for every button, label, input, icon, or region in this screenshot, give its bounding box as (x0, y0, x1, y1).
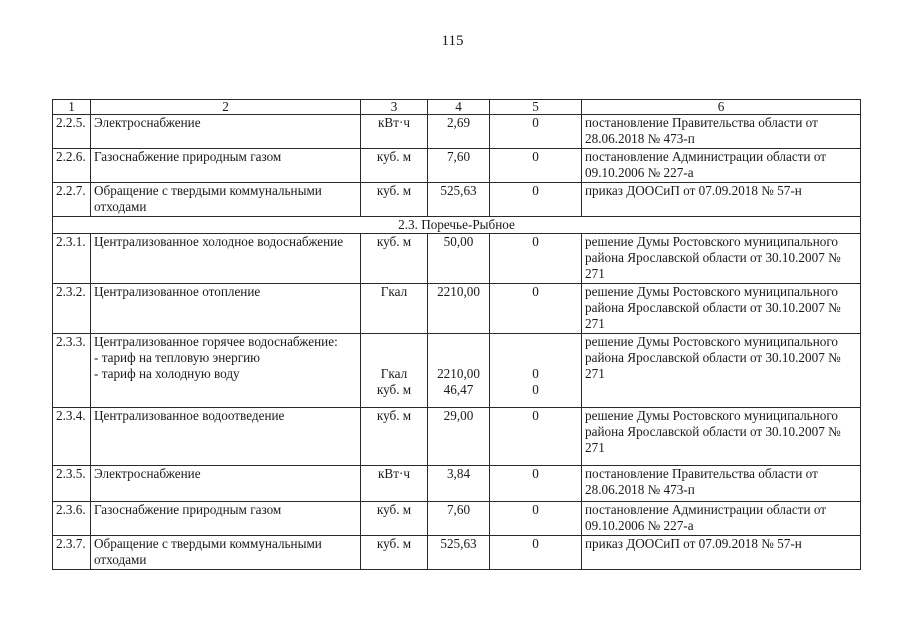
document-cell: постановление Правительства области от 28.06.2018 № 473-п (582, 466, 861, 502)
table-header-row (53, 100, 861, 115)
tariff-cell (428, 334, 490, 408)
service-title: Централизованное горячее водоснабжение: (94, 334, 338, 349)
tariff-cell: 2210,00 (428, 284, 490, 334)
service-name: Обращение с твердыми коммунальными отходами (91, 183, 361, 217)
tariff-cell: 2,69 (428, 115, 490, 149)
column-header: 2 (91, 100, 361, 115)
value-cell: 0 (490, 408, 582, 466)
document-cell: решение Думы Ростовского муниципального района Ярославской области от 30.10.2007 № 271 (582, 234, 861, 284)
unit-value: Гкал (380, 366, 408, 381)
table-row (53, 149, 861, 183)
column-header: 4 (428, 100, 490, 115)
tariff-cell: 50,00 (428, 234, 490, 284)
value-cell: 0 (490, 502, 582, 536)
tariff-value: 2210,00 (437, 366, 480, 381)
service-subline: - тариф на холодную воду (94, 366, 240, 381)
tariff-cell: 29,00 (428, 408, 490, 466)
tariff-cell: 3,84 (428, 466, 490, 502)
value-cell: 0 (490, 115, 582, 149)
service-name: Газоснабжение природным газом (91, 502, 361, 536)
document-cell: решение Думы Ростовского муниципального района Ярославской области от 30.10.2007 № 271 (582, 334, 861, 408)
document-cell: решение Думы Ростовского муниципального района Ярославской области от 30.10.2007 № 271 (582, 284, 861, 334)
unit-cell: кВт·ч (361, 115, 428, 149)
unit-cell: Гкал (361, 284, 428, 334)
tariff-value: 46,47 (443, 382, 474, 397)
service-name: Централизованное водоотведение (91, 408, 361, 466)
unit-cell (361, 334, 428, 408)
table-row (53, 502, 861, 536)
section-title: 2.3. Поречье-Рыбное (53, 217, 861, 234)
document-cell: постановление Администрации области от 09.10.2006 № 227-а (582, 149, 861, 183)
table-row (53, 284, 861, 334)
column-header: 1 (53, 100, 91, 115)
unit-cell: куб. м (361, 408, 428, 466)
row-number: 2.3.2. (53, 284, 91, 334)
document-cell: постановление Администрации области от 09.10.2006 № 227-а (582, 502, 861, 536)
table-row (53, 183, 861, 217)
service-name: Электроснабжение (91, 466, 361, 502)
value-value: 0 (532, 366, 539, 381)
tariff-cell: 525,63 (428, 183, 490, 217)
value-cell: 0 (490, 466, 582, 502)
table-row (53, 234, 861, 284)
unit-cell: куб. м (361, 149, 428, 183)
row-number: 2.3.3. (53, 334, 91, 408)
service-name: Электроснабжение (91, 115, 361, 149)
row-number: 2.3.5. (53, 466, 91, 502)
row-number: 2.2.7. (53, 183, 91, 217)
service-name: Централизованное холодное водоснабжение (91, 234, 361, 284)
row-number: 2.2.6. (53, 149, 91, 183)
tariff-table (52, 99, 861, 570)
column-header: 3 (361, 100, 428, 115)
section-row (53, 217, 861, 234)
document-cell: приказ ДООСиП от 07.09.2018 № 57-н (582, 536, 861, 570)
service-name (91, 334, 361, 408)
service-subline: - тариф на тепловую энергию (94, 350, 261, 365)
table-row (53, 536, 861, 570)
service-name: Централизованное отопление (91, 284, 361, 334)
row-number: 2.2.5. (53, 115, 91, 149)
table-row (53, 466, 861, 502)
document-cell: приказ ДООСиП от 07.09.2018 № 57-н (582, 183, 861, 217)
column-header: 6 (582, 100, 861, 115)
service-name: Газоснабжение природным газом (91, 149, 361, 183)
unit-cell: куб. м (361, 502, 428, 536)
table-row (53, 334, 861, 408)
row-number: 2.3.4. (53, 408, 91, 466)
document-cell: постановление Правительства области от 28.06.2018 № 473-п (582, 115, 861, 149)
row-number: 2.3.1. (53, 234, 91, 284)
value-cell: 0 (490, 183, 582, 217)
value-cell: 0 (490, 149, 582, 183)
document-cell: решение Думы Ростовского муниципального района Ярославской области от 30.10.2007 № 271 (582, 408, 861, 466)
table-row (53, 115, 861, 149)
tariff-cell: 7,60 (428, 149, 490, 183)
unit-value: куб. м (376, 382, 412, 397)
unit-cell: куб. м (361, 183, 428, 217)
value-value: 0 (532, 382, 539, 397)
value-cell: 0 (490, 536, 582, 570)
unit-cell: куб. м (361, 234, 428, 284)
value-cell: 0 (490, 234, 582, 284)
value-cell (490, 334, 582, 408)
page-number: 115 (441, 33, 464, 49)
unit-cell: кВт·ч (361, 466, 428, 502)
value-cell: 0 (490, 284, 582, 334)
tariff-cell: 7,60 (428, 502, 490, 536)
unit-cell: куб. м (361, 536, 428, 570)
row-number: 2.3.6. (53, 502, 91, 536)
row-number: 2.3.7. (53, 536, 91, 570)
table-row (53, 408, 861, 466)
service-name: Обращение с твердыми коммунальными отходами (91, 536, 361, 570)
column-header: 5 (490, 100, 582, 115)
tariff-cell: 525,63 (428, 536, 490, 570)
